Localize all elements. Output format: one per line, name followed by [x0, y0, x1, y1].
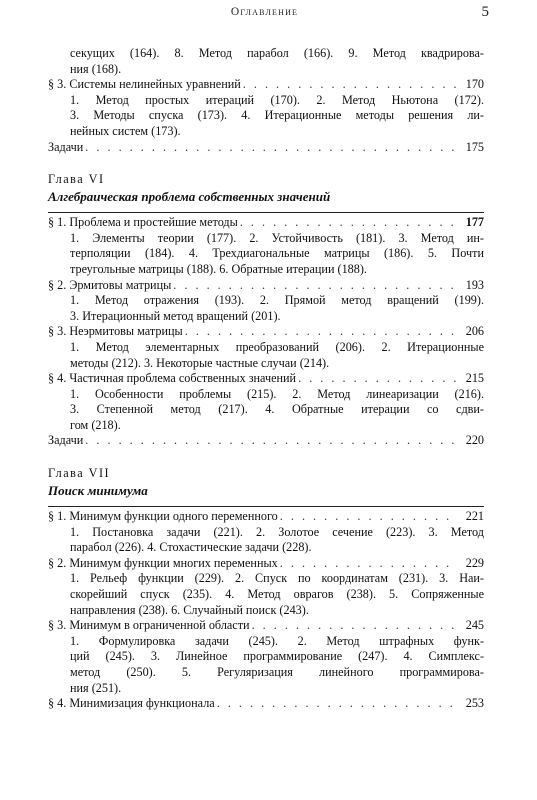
toc-subsection-line: гом (218).	[70, 417, 121, 432]
section-page: 206	[465, 324, 484, 339]
section-page: 253	[465, 696, 484, 711]
leader-dots	[252, 618, 456, 634]
section-page: 245	[465, 618, 484, 633]
section-title: § 1. Проблема и простейшие методы	[48, 215, 238, 230]
toc-subsection-line: 1. Метод простых итераций (170). 2. Метод Ньютона (172).	[70, 92, 484, 107]
toc-continuation-line: секущих (164). 8. Метод парабол (166). 9. Метод квадрирова-	[70, 46, 484, 60]
chapter-rule	[48, 506, 484, 507]
chapter-label: Глава VI	[48, 172, 105, 187]
toc-subsection-line: 1. Метод элементарных преобразований (206). 2. Итерационные	[70, 339, 484, 354]
section-page: 193	[465, 277, 484, 292]
toc-subsection-line: нейных систем (173).	[70, 123, 181, 138]
toc-section-entry[interactable]	[48, 77, 484, 93]
section-page: 215	[465, 371, 484, 386]
toc-subsection-line: скорейший спуск (235). 4. Метод оврагов (238). 5. Сопряженные	[70, 587, 484, 602]
problems-title: Задачи	[48, 433, 84, 448]
running-head-title: Оглавление	[230, 6, 299, 18]
toc-subsection-line: 3. Итерационный метод вращений (201).	[70, 308, 281, 323]
section-page: 170	[465, 77, 484, 92]
chapter-label: Глава VII	[48, 466, 111, 481]
leader-dots	[243, 77, 456, 93]
leader-dots	[280, 509, 456, 525]
toc-section-entry[interactable]	[48, 618, 484, 634]
problems-title: Задачи	[48, 139, 84, 154]
toc-subsection-line: 3. Степенной метод (217). 4. Обратные итерации со сдви-	[70, 402, 484, 417]
section-title: § 3. Системы нелинейных уравнений	[48, 77, 241, 92]
problems-page: 175	[465, 139, 484, 154]
toc-content	[48, 46, 484, 712]
problems-page: 220	[465, 433, 484, 448]
section-page: 221	[465, 509, 484, 524]
toc-subsection-line: парабол (226). 4. Стохастические задачи (228).	[70, 540, 312, 555]
toc-section-entry[interactable]	[48, 509, 484, 525]
toc-problems-entry[interactable]	[48, 140, 484, 156]
toc-subsection-line: 1. Метод отражения (193). 2. Прямой метод вращений (199).	[70, 293, 484, 308]
section-title: § 4. Минимизация функционала	[48, 696, 215, 711]
toc-problems-entry[interactable]	[48, 433, 484, 449]
leader-dots	[85, 433, 456, 449]
toc-subsection-line: 3. Методы спуска (173). 4. Итерационные методы решения ли-	[70, 108, 484, 123]
toc-subsection-line: направления (238). 6. Случайный поиск (243).	[70, 602, 309, 617]
toc-subsection-line: ций (245). 3. Линейное программирование (247). 4. Симплекс-	[70, 649, 484, 664]
chapter-title: Поиск минимума	[48, 483, 148, 499]
toc-subsection-line: метод (250). 5. Регуляризация линейного программирова-	[70, 665, 484, 679]
toc-section-entry[interactable]	[48, 278, 484, 294]
chapter-title: Алгебраическая проблема собственных значений	[48, 189, 331, 205]
toc-section-entry[interactable]	[48, 324, 484, 340]
toc-section-entry[interactable]	[48, 556, 484, 572]
toc-subsection-line: методы (212). 3. Некоторые частные случаи (214).	[70, 355, 330, 370]
toc-subsection-line: 1. Рельеф функции (229). 2. Спуск по координатам (231). 3. Наи-	[70, 571, 484, 586]
section-title: § 2. Эрмитовы матрицы	[48, 277, 172, 292]
toc-continuation-line: ния (168).	[70, 61, 122, 76]
toc-subsection-line: терполяции (184). 4. Трехдиагональные матрицы (186). 5. Почти	[70, 246, 484, 261]
toc-subsection-line: ния (251).	[70, 680, 122, 695]
toc-section-entry[interactable]	[48, 215, 484, 231]
section-page: 229	[465, 555, 484, 570]
page-number: 5	[481, 4, 489, 20]
section-page: 177	[465, 215, 484, 230]
leader-dots	[298, 371, 456, 387]
toc-section-entry[interactable]	[48, 696, 484, 712]
chapter-rule	[48, 212, 484, 213]
toc-subsection-line: 1. Особенности проблемы (215). 2. Метод линеаризации (216).	[70, 386, 484, 401]
leader-dots	[217, 696, 456, 712]
toc-section-entry[interactable]	[48, 371, 484, 387]
section-title: § 1. Минимум функции одного переменного	[48, 509, 278, 524]
toc-subsection-line: 1. Элементы теории (177). 2. Устойчивость (181). 3. Метод ин-	[70, 230, 484, 245]
toc-subsection-line: треугольные матрицы (188). 6. Обратные итерации (188).	[70, 261, 367, 276]
section-title: § 4. Частичная проблема собственных значений	[48, 371, 297, 386]
leader-dots	[173, 278, 456, 294]
section-title: § 3. Минимум в ограниченной области	[48, 618, 250, 633]
leader-dots	[280, 556, 456, 572]
leader-dots	[85, 140, 456, 156]
section-title: § 2. Минимум функции многих переменных	[48, 555, 278, 570]
leader-dots	[240, 215, 456, 231]
toc-subsection-line: 1. Постановка задачи (221). 2. Золотое сечение (223). 3. Метод	[70, 524, 484, 539]
running-head	[48, 4, 489, 26]
leader-dots	[185, 324, 456, 340]
toc-subsection-line: 1. Формулировка задачи (245). 2. Метод штрафных функ-	[70, 633, 484, 648]
section-title: § 3. Неэрмитовы матрицы	[48, 324, 183, 339]
